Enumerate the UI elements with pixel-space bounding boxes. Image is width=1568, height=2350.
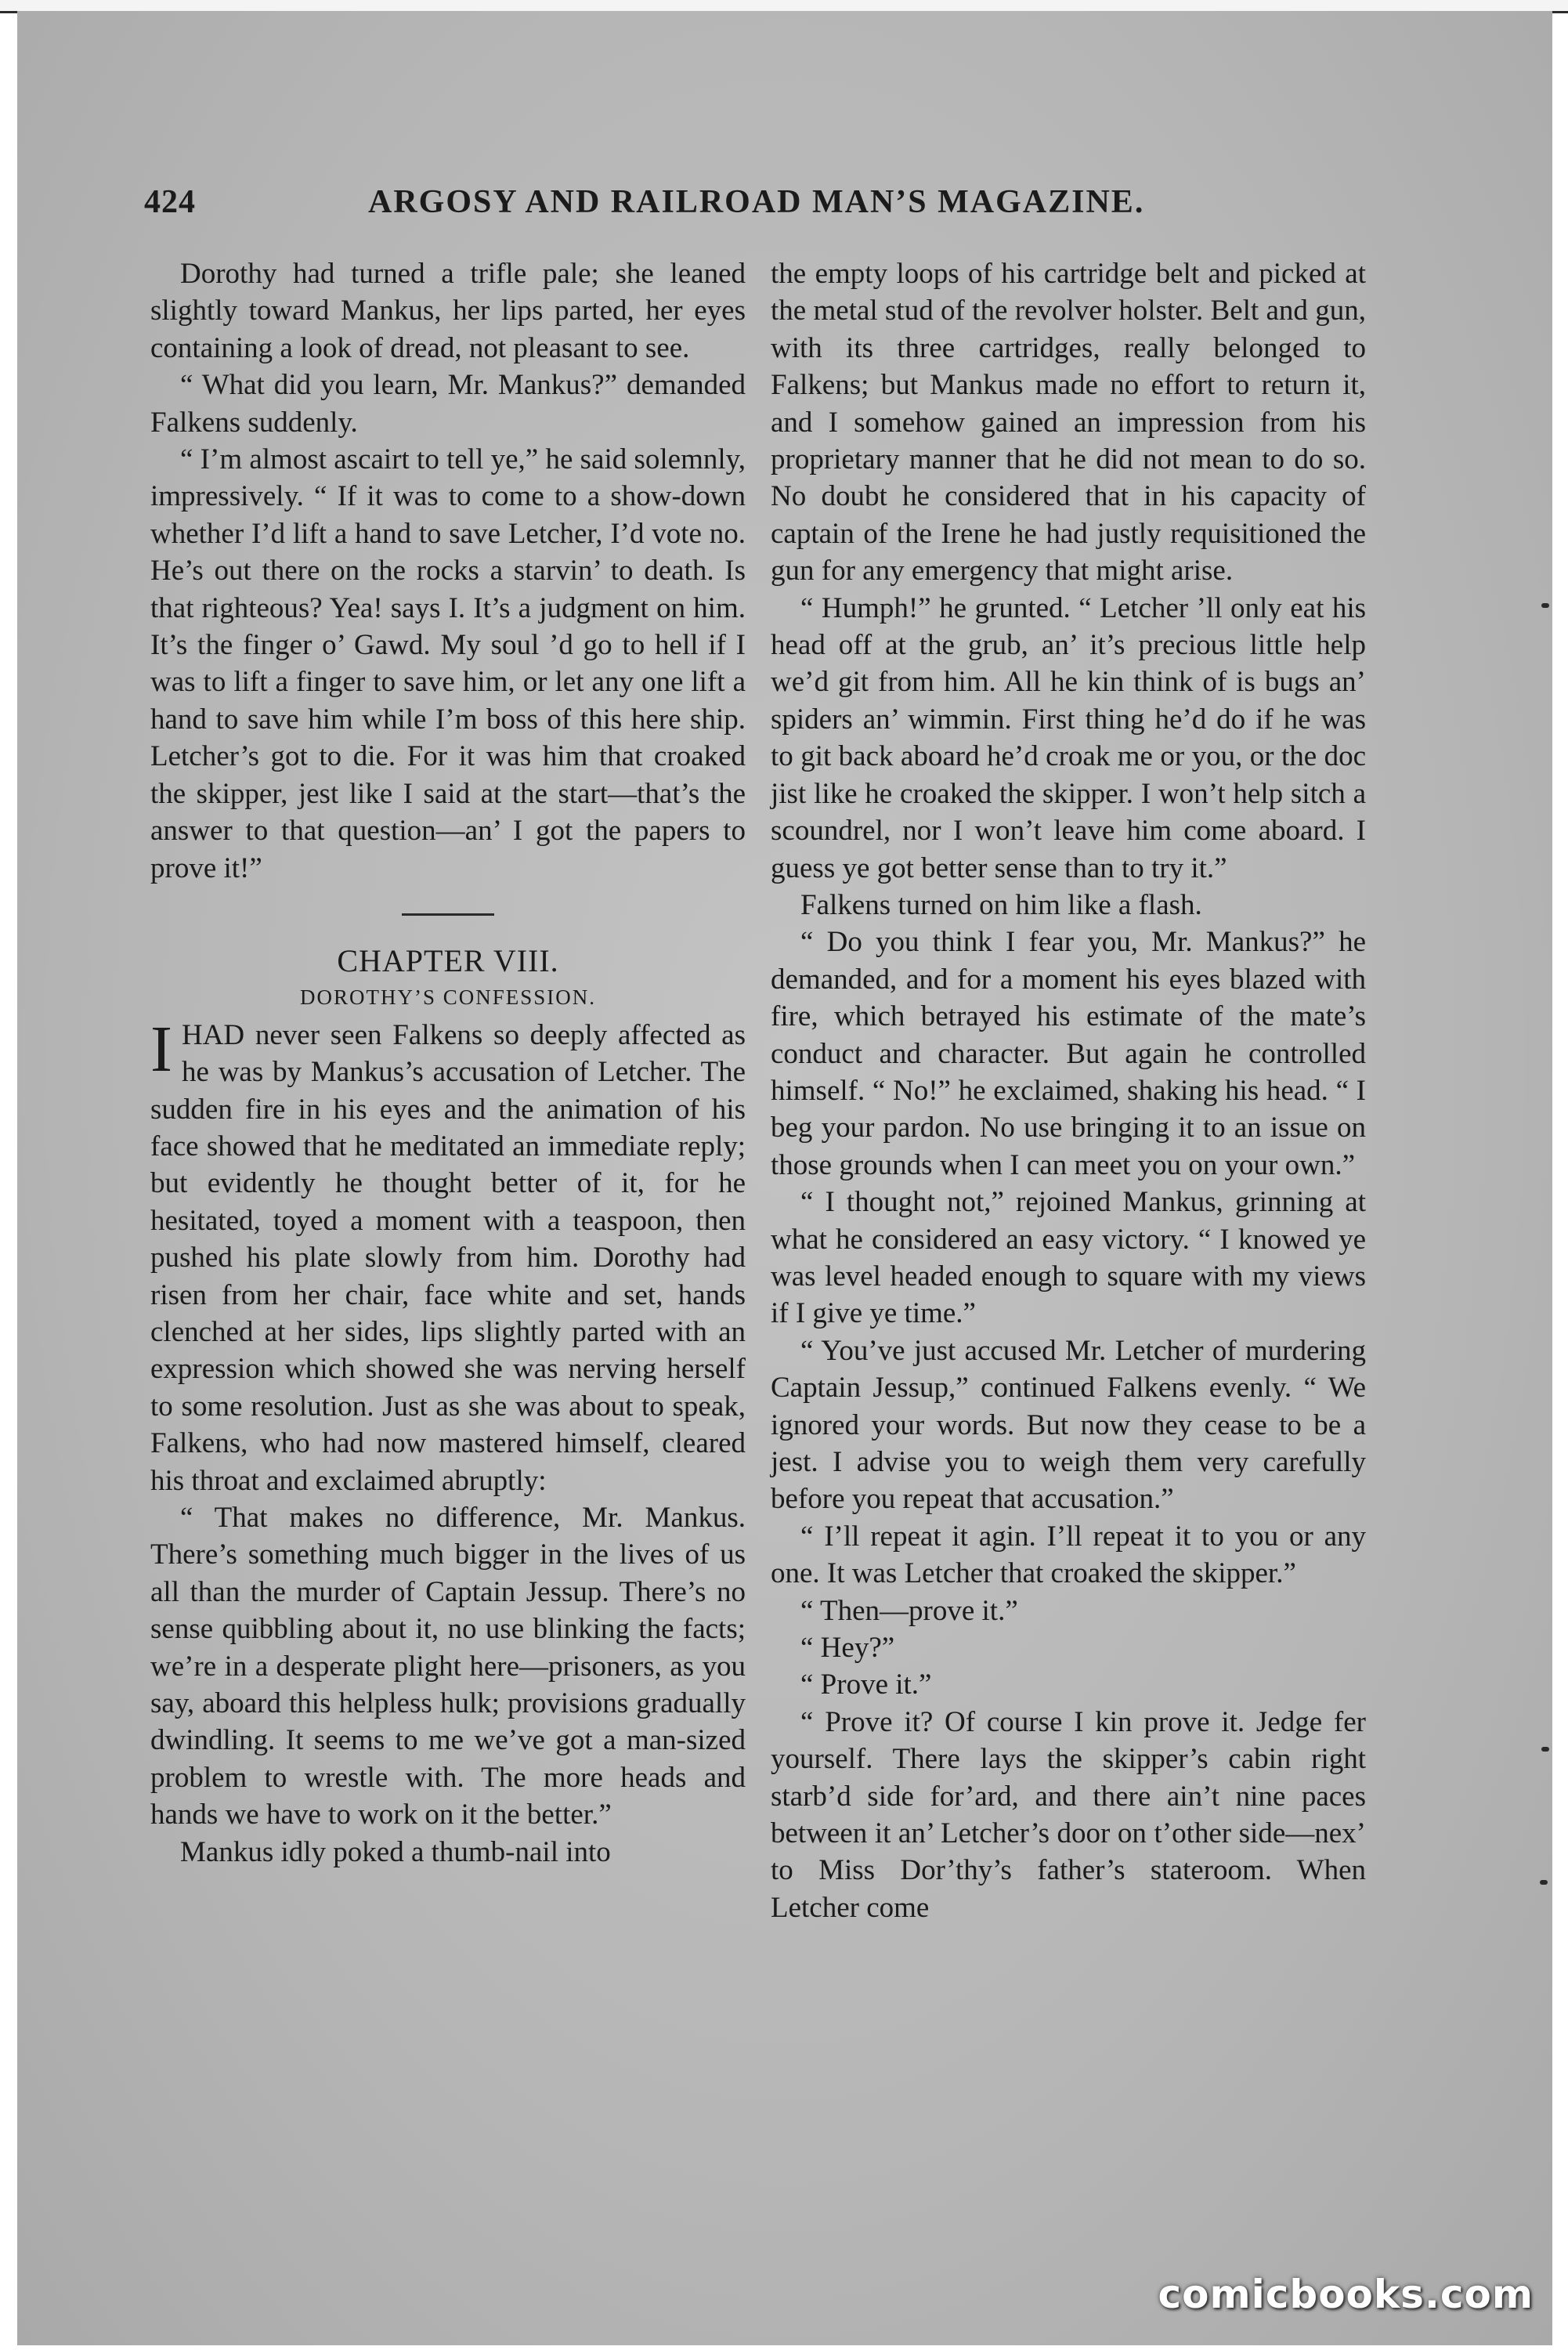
paragraph: “ Prove it.” [800, 1668, 932, 1701]
paragraph: “ Hey?” [800, 1632, 895, 1665]
paragraph: Falkens turned on him like a flash. [800, 888, 1202, 921]
paragraph-with-dropcap [150, 1012, 746, 1499]
drop-cap: I [150, 1012, 172, 1086]
paragraph: Mankus idly poked a thumb-nail into [180, 1835, 611, 1868]
paragraph: “ Do you think I fear you, Mr. Mankus?” he demanded, and for a moment his eyes blazed with fire, which betrayed his estimate of the mate’s conduct and character. But again he controlled himself. “ No!” he exclaimed, shaking his head. “ I beg your pardon. No use bringing it to an issue on those grounds when I can meet you on your own.” [771, 926, 1366, 1181]
paper-speck [1540, 1880, 1548, 1885]
paragraph: Dorothy had turned a trifle pale; she leaned slightly toward Mankus, her lips parted, her eyes containing a look of dread, not pleasant to see. [150, 258, 746, 364]
left-column [150, 255, 746, 1871]
chapter-subtitle: DOROTHY’S CONFESSION. [299, 985, 597, 1010]
paragraph: “ Humph!” he grunted. “ Letcher ’ll only eat his head off at the grub, an’ it’s precious little help we’d git from him. All he kin think of is bugs an’ spiders an’ wimmin. First thing he’d do if he was to git back aboard he’d croak me or you, or the doc jist like he croaked the skipper. I won’t help sitch a scoundrel, nor I won’t leave him come aboard. I guess ye got better sense than to try it.” [771, 591, 1366, 884]
watermark: comicbooks.com [1158, 2272, 1534, 2317]
paragraph: “ You’ve just accused Mr. Letcher of murdering Captain Jessup,” continued Falkens evenly. “ We ignored your words. But now they cease to be a jest. I advise you to weigh them very carefully before you repeat that accusation.” [771, 1334, 1366, 1516]
paragraph: the empty loops of his cartridge belt and picked at the metal stud of the revolver holster. Belt and gun, with its three cartridges, really belonged to Falkens; but Mankus made no effort to return it, and I somehow gained an impression from his proprietary manner that he did not mean to do so. No doubt he considered that in his capacity of captain of the Irene he had justly requisitioned the gun for any emergency that might arise. [771, 258, 1366, 588]
paragraph: “ That makes no difference, Mr. Mankus. There’s something much bigger in the lives of us all than the murder of Captain Jessup. There’s no sense quibbling about it, no use blinking the facts; we’re in a desperate plight here—prisoners, as you say, aboard this helpless hulk; provisions gradually dwindling. It seems to me we’ve got a man-sized problem to wrestle with. The more heads and hands we have to work on it the better.” [150, 1502, 746, 1831]
paragraph: “ What did you learn, Mr. Mankus?” demanded Falkens suddenly. [150, 369, 746, 439]
paper-speck [1541, 603, 1549, 608]
right-column [771, 255, 1366, 1926]
paragraph: “ I thought not,” rejoined Mankus, grinning at what he considered an easy victory. “ I knowed ye was level headed enough to square with my views if I give ye time.” [771, 1186, 1366, 1330]
running-head: ARGOSY AND RAILROAD MAN’S MAGAZINE. [368, 184, 1145, 220]
chapter-title: CHAPTER VIII. [337, 942, 559, 978]
paper-speck [1541, 1747, 1549, 1752]
paragraph: “ Prove it? Of course I kin prove it. Jedge fer yourself. There lays the skipper’s cabin right starb’d side for’ard, and there ain’t nine paces between it an’ Letcher’s door on t’other side—nex’ to Miss Dor’thy’s father’s stateroom. When Letcher come [771, 1705, 1366, 1924]
paragraph: “ Then—prove it.” [800, 1594, 1018, 1627]
paragraph-text: HAD never seen Falkens so deeply affected as he was by Mankus’s accusation of Letcher. The sudden fire in his eyes and the animation of his face showed that he meditated an immediate reply; but evidently he thought better of it, for he hesitated, toyed a moment with a teaspoon, then pushed his plate slowly from him. Dorothy had risen from her chair, face white and set, hands clenched at her sides, lips slightly parted with an expression which showed she was nerving herself to some resolution. Just as she was about to speak, Falkens, who had now mastered himself, cleared his throat and exclaimed abruptly: [150, 1018, 746, 1497]
paragraph: “ I’m almost ascairt to tell ye,” he said solemnly, impressively. “ If it was to come to a show-down whether I’d lift a hand to save Letcher, I’d vote no. He’s out there on the rocks a starvin’ to death. Is that righteous? Yea! says I. It’s a judgment on him. It’s the finger o’ Gawd. My soul ’d go to hell if I was to lift a finger to save him, or let any one lift a hand to save him while I’m boss of this here ship. Letcher’s got to die. For it was him that croaked the skipper, jest like I said at the start—that’s the answer to that question—an’ I got the papers to prove it!” [150, 443, 746, 884]
page-number: 424 [144, 184, 196, 220]
section-divider [402, 913, 494, 916]
page-header [144, 183, 1382, 230]
paragraph: “ I’ll repeat it agin. I’ll repeat it to you or any one. It was Letcher that croaked the skipper.” [771, 1520, 1366, 1590]
